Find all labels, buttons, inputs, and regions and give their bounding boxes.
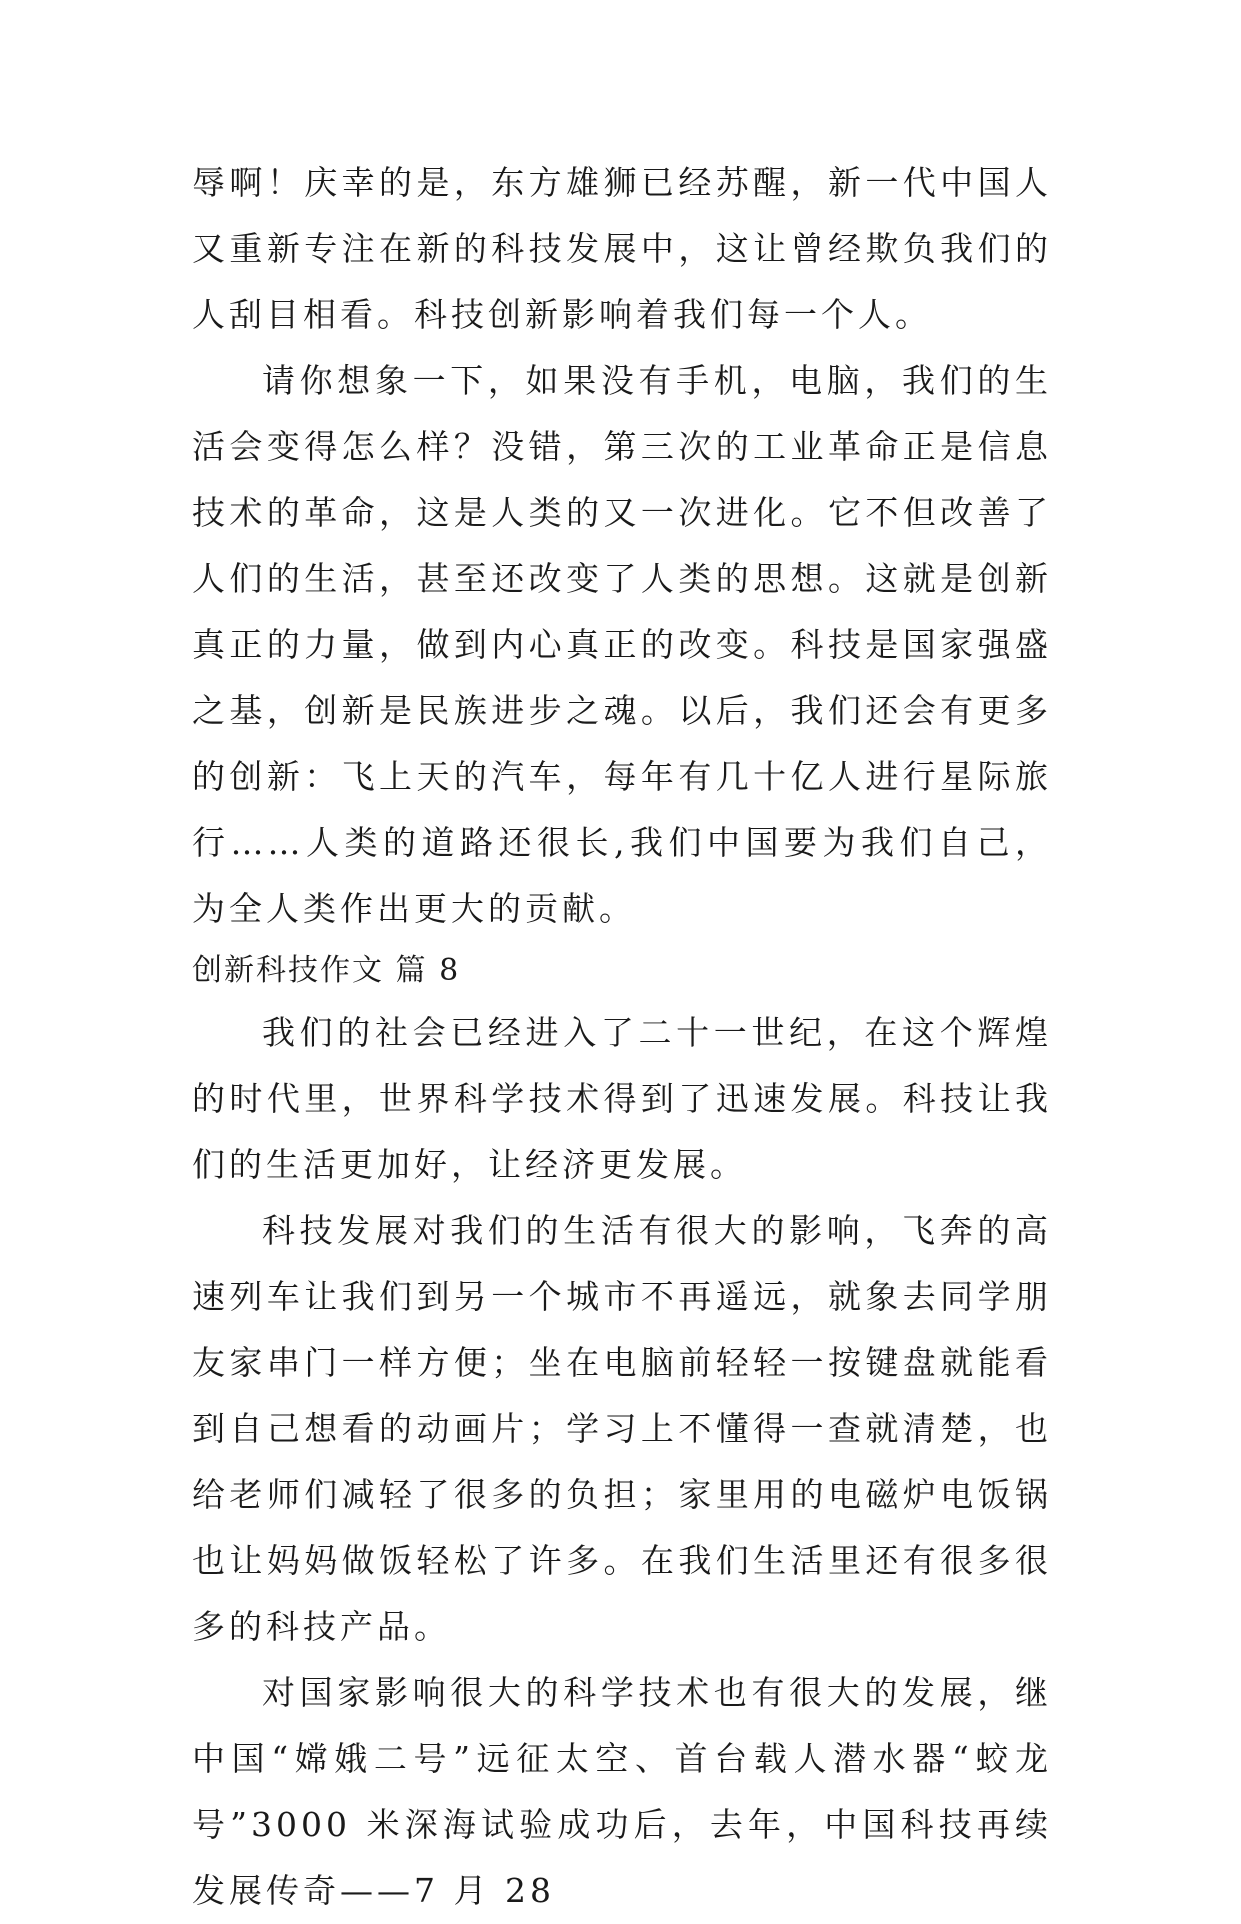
paragraph-4: 科技发展对我们的生活有很大的影响，飞奔的高速列车让我们到另一个城市不再遥远，就象去同学朋友家串门一样方便；坐在电脑前轻轻一按键盘就能看到自己想看的动画片；学习上不懂得一查就清楚，也给老师们减轻了很多的负担；家里用的电磁炉电饭锅也让妈妈做饭轻松了许多。在我们生活里还有很多很多的科技产品。	[192, 1211, 1052, 1646]
section-heading: 创新科技作文 篇 8	[192, 953, 461, 988]
paragraph-3: 我们的社会已经进入了二十一世纪，在这个辉煌的时代里，世界科学技术得到了迅速发展。科技让我们的生活更加好，让经济更发展。	[192, 1013, 1052, 1184]
paragraph-5: 对国家影响很大的科学技术也有很大的发展，继中国“嫦娥二号”远征太空、首台载人潜水器“蛟龙号”3000 米深海试验成功后，去年，中国科技再续发展传奇——7 月 28	[192, 1673, 1052, 1910]
paragraph-2: 请你想象一下，如果没有手机，电脑，我们的生活会变得怎么样？没错，第三次的工业革命正是信息技术的革命，这是人类的又一次进化。它不但改善了人们的生活，甚至还改变了人类的思想。这就是创新真正的力量，做到内心真正的改变。科技是国家强盛之基，创新是民族进步之魂。以后，我们还会有更多的创新：飞上天的汽车，每年有几十亿人进行星际旅行……人类的道路还很长,我们中国要为我们自己，为全人类作出更大的贡献。	[192, 361, 1052, 928]
paragraph-1: 辱啊！庆幸的是，东方雄狮已经苏醒，新一代中国人又重新专注在新的科技发展中，这让曾经欺负我们的人刮目相看。科技创新影响着我们每一个人。	[192, 163, 1052, 334]
document-page	[192, 150, 1052, 1924]
